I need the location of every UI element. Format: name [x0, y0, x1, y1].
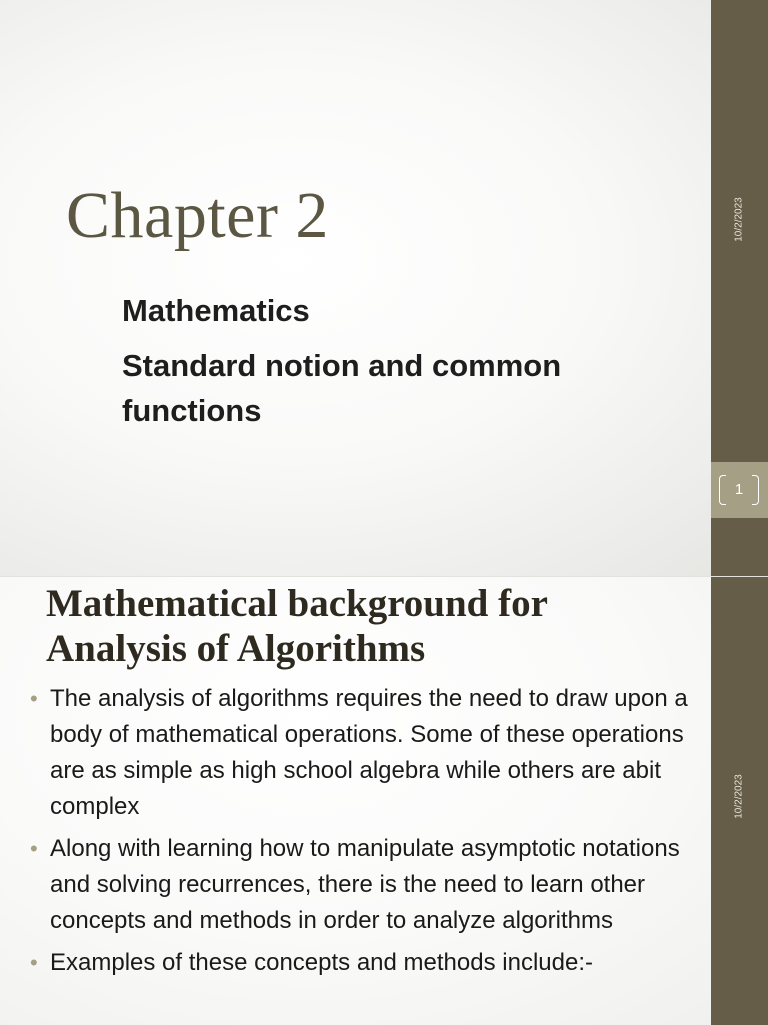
subtitle-standard-notion: Standard notion and common functions	[122, 348, 562, 428]
bullet-item	[30, 831, 696, 939]
slide-2-date: 10/2/2023	[733, 774, 745, 819]
slide-2	[0, 576, 768, 1025]
slide-2-sidebar	[711, 577, 768, 1025]
page-number: 1	[719, 475, 759, 505]
bullet-item	[30, 945, 696, 981]
page-number-tab	[711, 462, 768, 518]
bullet-list	[30, 681, 696, 987]
slide-1-sidebar	[711, 0, 768, 576]
bullet-text: The analysis of algorithms requires the need to draw upon a body of mathematical operations. Some of these operations are as simple as high school algebra while others are abit complex	[50, 685, 688, 820]
slide-2-title: Mathematical background for Analysis of Algorithms	[46, 582, 548, 670]
bullet-text: Along with learning how to manipulate asymptotic notations and solving recurrences, there is the need to learn other concepts and methods in order to analyze algorithms	[50, 835, 680, 934]
slide-1-date: 10/2/2023	[733, 197, 745, 242]
bullet-dot-icon: •	[30, 950, 38, 975]
bullet-item	[30, 681, 696, 825]
chapter-title: Chapter 2	[66, 179, 329, 252]
bullet-text: Examples of these concepts and methods include:-	[50, 949, 593, 976]
subtitle-mathematics: Mathematics	[122, 293, 310, 328]
subtitle-list	[122, 288, 642, 443]
bullet-dot-icon: •	[30, 686, 38, 711]
bullet-dot-icon: •	[30, 836, 38, 861]
